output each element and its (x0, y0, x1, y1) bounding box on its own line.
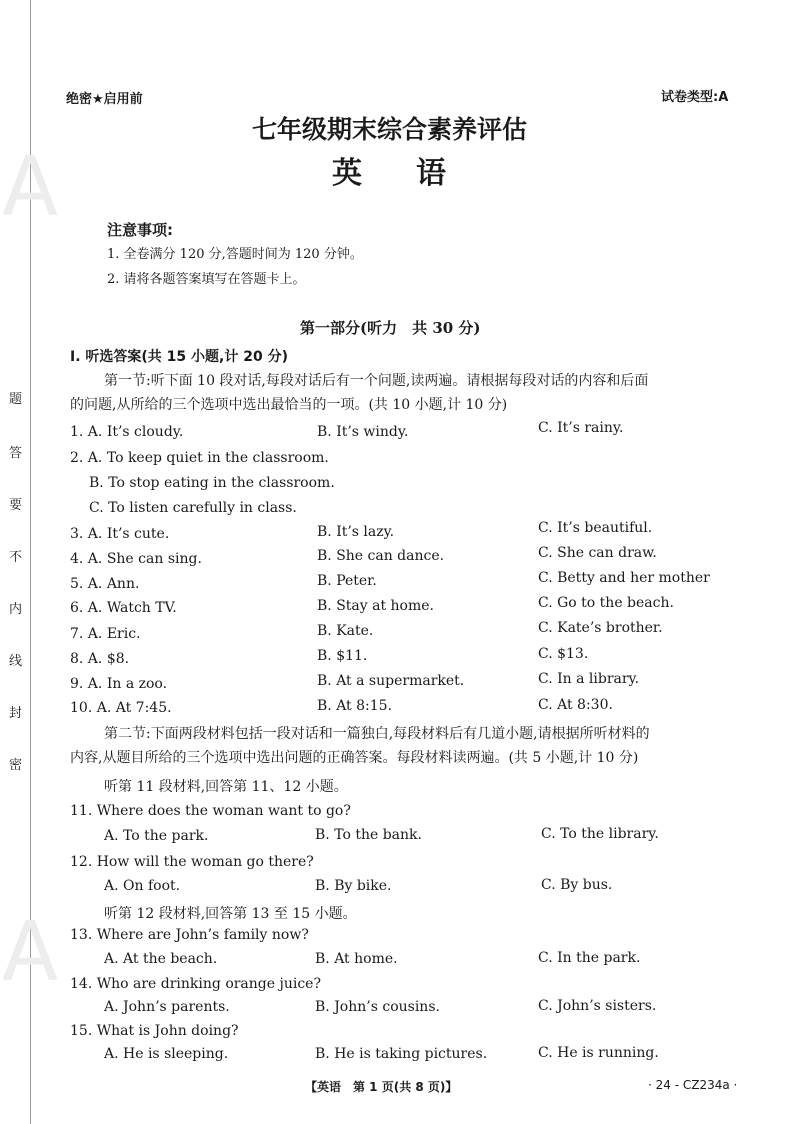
q12-option-c: C. By bus. (541, 877, 613, 893)
q6-option-b: B. Stay at home. (317, 598, 434, 614)
q6-option-a: 6. A. Watch TV. (70, 600, 177, 616)
q9-option-c: C. In a library. (538, 671, 640, 687)
instruction-text: 第一节:听下面 10 段对话,每段对话后有一个问题,读两遍。请根据每段对话的内容和后面 (104, 373, 649, 389)
q3-option-c: C. It’s beautiful. (538, 520, 653, 536)
instruction-text: 内容,从题目所给的三个选项中选出问题的正确答案。每段材料读两遍。(共 5 小题,计 10 分) (70, 750, 639, 766)
q10-option-c: C. At 8:30. (538, 697, 613, 713)
q13-option-c: C. In the park. (538, 950, 641, 966)
q5-option-b: B. Peter. (317, 573, 377, 589)
q8-option-b: B. $11. (317, 648, 368, 664)
q12-stem: 12. How will the woman go there? (70, 854, 314, 870)
material-note: 听第 12 段材料,回答第 13 至 15 小题。 (104, 906, 357, 922)
q11-stem: 11. Where does the woman want to go? (70, 803, 351, 819)
q3-option-a: 3. A. It’s cute. (70, 526, 170, 542)
margin-char: 线 (9, 654, 23, 669)
margin-char: 题 (9, 392, 23, 407)
q8-option-a: 8. A. $8. (70, 651, 130, 667)
q1-option-c: C. It’s rainy. (538, 420, 624, 436)
q12-option-b: B. By bike. (315, 878, 392, 894)
q13-option-b: B. At home. (315, 951, 398, 967)
q11-option-b: B. To the bank. (315, 827, 422, 843)
margin-char: 密 (9, 758, 23, 773)
q14-option-b: B. John’s cousins. (315, 999, 440, 1015)
confidential-label: 绝密★启用前 (66, 92, 143, 107)
q4-option-a: 4. A. She can sing. (70, 551, 202, 567)
q11-option-a: A. To the park. (104, 828, 209, 844)
subject-title: 英语 (332, 156, 500, 191)
q13-option-a: A. At the beach. (104, 951, 218, 967)
q4-option-b: B. She can dance. (317, 548, 445, 564)
instruction-text: 的问题,从所给的三个选项中选出最恰当的一项。(共 10 小题,计 10 分) (70, 397, 508, 413)
note-item: 2. 请将各题答案填写在答题卡上。 (107, 272, 306, 287)
q5-option-a: 5. A. Ann. (70, 576, 140, 592)
q2-option-b: B. To stop eating in the classroom. (89, 475, 335, 491)
margin-char: 要 (9, 498, 23, 513)
q9-option-b: B. At a supermarket. (317, 673, 465, 689)
q11-option-c: C. To the library. (541, 826, 659, 842)
q10-option-b: B. At 8:15. (317, 698, 393, 714)
q5-option-c: C. Betty and her mother (538, 570, 710, 586)
instruction-text: 第二节:下面两段材料包括一段对话和一篇独白,每段材料后有几道小题,请根据所听材料的 (104, 726, 650, 742)
q10-option-a: 10. A. At 7:45. (70, 700, 172, 716)
q8-option-c: C. $13. (538, 646, 589, 662)
q7-option-c: C. Kate’s brother. (538, 620, 663, 636)
q7-option-a: 7. A. Eric. (70, 626, 141, 642)
note-item: 1. 全卷满分 120 分,答题时间为 120 分钟。 (107, 247, 363, 262)
material-note: 听第 11 段材料,回答第 11、12 小题。 (104, 779, 348, 795)
q15-stem: 15. What is John doing? (70, 1023, 239, 1039)
exam-title: 七年级期末综合素养评估 (252, 115, 528, 144)
paper-type-label: 试卷类型:A (661, 90, 729, 105)
margin-char: 封 (9, 706, 23, 721)
margin-char: 不 (9, 550, 23, 565)
margin-char: 内 (9, 602, 23, 617)
q9-option-a: 9. A. In a zoo. (70, 676, 168, 692)
q15-option-a: A. He is sleeping. (104, 1046, 229, 1062)
q1-option-b: B. It’s windy. (317, 424, 409, 440)
q14-option-c: C. John’s sisters. (538, 998, 657, 1014)
q15-option-b: B. He is taking pictures. (315, 1046, 488, 1062)
watermark-letter: A (2, 140, 59, 235)
q13-stem: 13. Where are John’s family now? (70, 927, 309, 943)
q3-option-b: B. It’s lazy. (317, 524, 395, 540)
q6-option-c: C. Go to the beach. (538, 595, 674, 611)
page-footer: 【英语 第 1 页(共 8 页)】 (305, 1080, 458, 1094)
paper-code: · 24 - CZ234a · (648, 1078, 738, 1092)
q4-option-c: C. She can draw. (538, 545, 657, 561)
q1-option-a: 1. A. It’s cloudy. (70, 424, 184, 440)
watermark-letter: A (2, 905, 59, 1000)
q2-option-c: C. To listen carefully in class. (89, 500, 297, 516)
q14-option-a: A. John’s parents. (104, 999, 230, 1015)
notes-heading: 注意事项: (107, 221, 173, 239)
q2-option-a: 2. A. To keep quiet in the classroom. (70, 450, 329, 466)
q15-option-c: C. He is running. (538, 1045, 659, 1061)
q14-stem: 14. Who are drinking orange juice? (70, 976, 321, 992)
q12-option-a: A. On foot. (104, 878, 181, 894)
q7-option-b: B. Kate. (317, 623, 374, 639)
part-heading: 第一部分(听力 共 30 分) (300, 319, 481, 337)
section-heading: Ⅰ. 听选答案(共 15 小题,计 20 分) (70, 349, 288, 365)
margin-char: 答 (9, 446, 23, 461)
